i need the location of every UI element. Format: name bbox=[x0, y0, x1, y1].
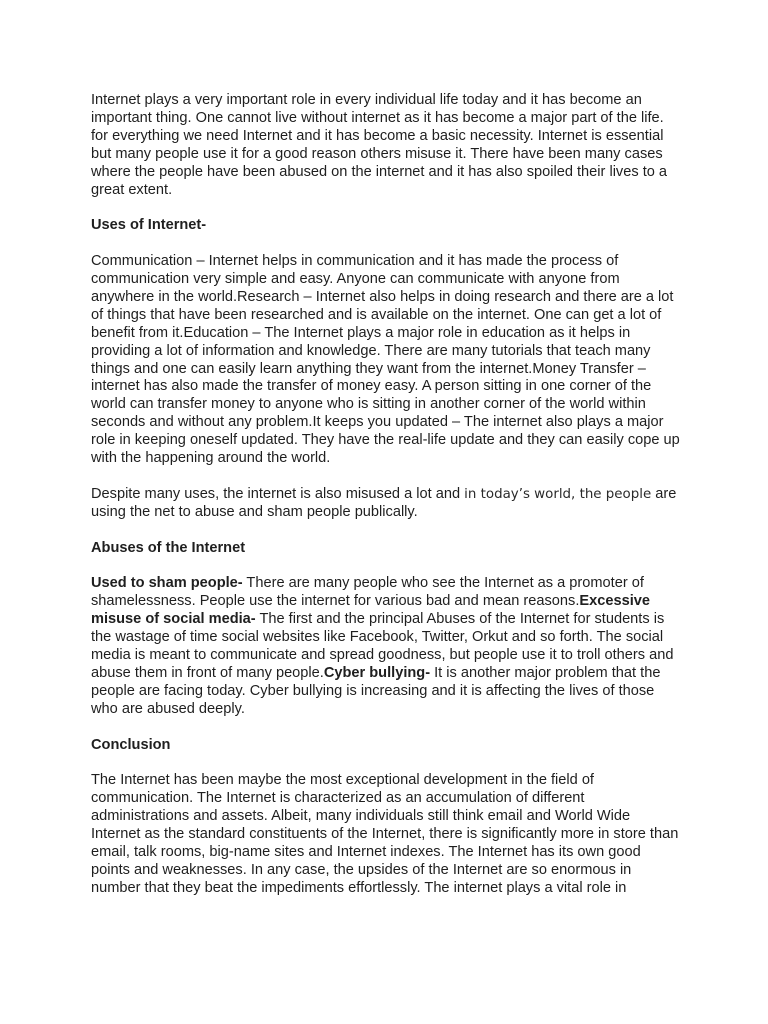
misuse-text-1: Despite many uses, the internet is also misused a lot and bbox=[91, 485, 465, 502]
misuse-text-2: in today’s world, the people bbox=[464, 486, 652, 502]
intro-paragraph: Internet plays a very important role in every individual life today and it has become an important thing. One cannot live without internet as it has become a major part of the life. for everything we need Internet and it has become a basic necessity. Internet is essential but many people use it for a good reason others misuse it. There have been many cases where the people have been abused on the internet and it has also spoiled their lives to a great extent. bbox=[91, 92, 668, 198]
cyber-bullying-label: Cyber bullying- bbox=[323, 664, 431, 681]
abuses-paragraph bbox=[91, 575, 681, 718]
misuse-paragraph bbox=[91, 486, 681, 522]
document-page bbox=[91, 92, 681, 916]
misuse-text-3: are using the net to abuse and sham people publically. bbox=[91, 485, 677, 520]
conclusion-heading: Conclusion bbox=[91, 736, 171, 753]
conclusion-paragraph: The Internet has been maybe the most exceptional development in the field of communication. The Internet is characterized as an accumulation of different administrations and assets. Albeit, many individuals still think email and World Wide Internet as the standard constituents of the Internet, there is significantly more in store than email, talk rooms, big-name sites and Internet indexes. The Internet has its own good points and weaknesses. In any case, the upsides of the Internet are so enormous in number that they beat the impediments effortlessly. The internet plays a vital role in bbox=[91, 772, 679, 896]
cyber-bullying-text: It is another major problem that the people are facing today. Cyber bullying is increasing and it is affecting the lives of those who are abused deeply. bbox=[91, 664, 661, 717]
sham-text: There are many people who see the Internet as a promoter of shamelessness. People use the internet for various bad and mean reasons. bbox=[91, 575, 644, 610]
social-media-text: The first and the principal Abuses of the Internet for students is the wastage of time social websites like Facebook, Twitter, Orkut and so forth. The social media is meant to communicate and spread goodness, but people use it to troll others and abuse them in front of many people. bbox=[91, 611, 674, 681]
uses-heading: Uses of Internet- bbox=[91, 217, 207, 234]
sham-label: Used to sham people- bbox=[91, 575, 243, 592]
social-media-label: Excessive misuse of social media- bbox=[91, 593, 650, 628]
abuses-heading: Abuses of the Internet bbox=[91, 539, 246, 556]
uses-paragraph: Communication – Internet helps in communication and it has made the process of communication very simple and easy. Anyone can communicate with anyone from anywhere in the world.Research – Internet also helps in doing research and there are a lot of things that have been researched and is available on the internet. One can get a lot of benefit from it.Education – The Internet plays a major role in education as it helps in providing a lot of information and knowledge. There are many tutorials that teach many things and one can easily learn anything they want from the internet.Money Transfer – internet has also made the transfer of money easy. A person sitting in one corner of the world can transfer money to anyone who is sitting in another corner of the world within seconds and without any problem.It keeps you updated – The internet also plays a major role in keeping oneself updated. They have the real-life update and they can easily cope up with the happening around the world. bbox=[91, 253, 680, 467]
